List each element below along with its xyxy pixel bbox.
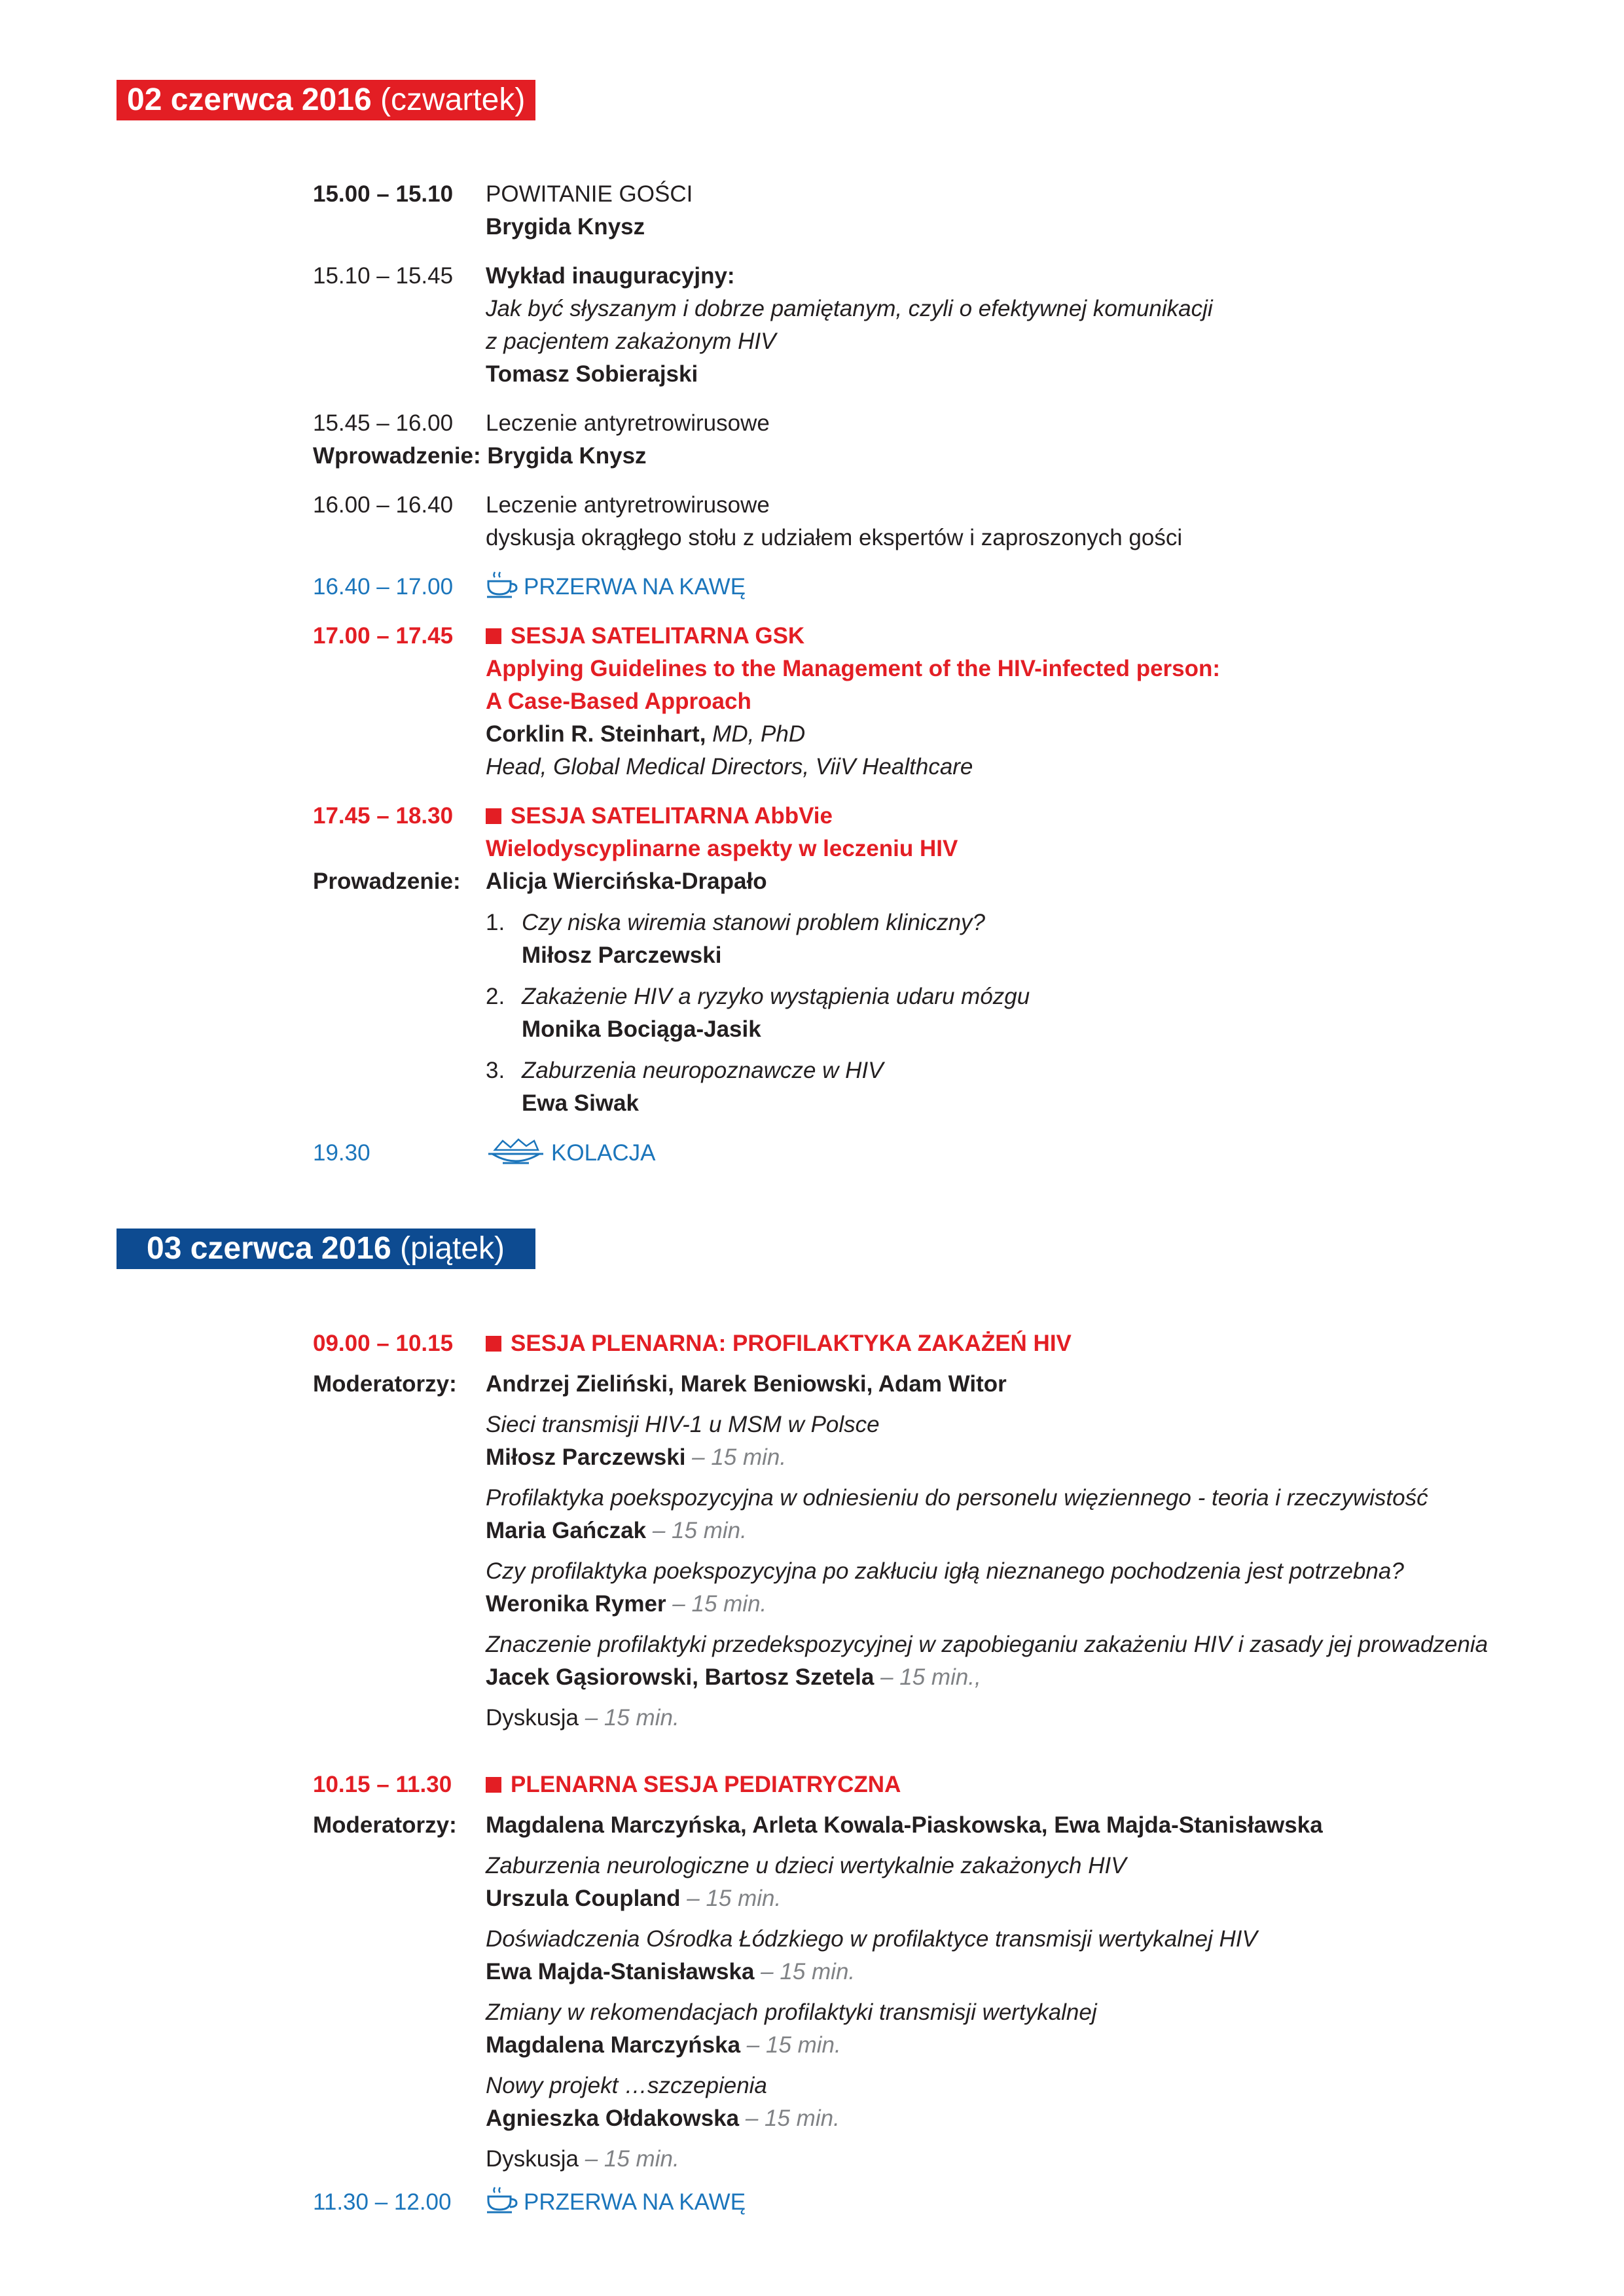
duration: – 15 min. [680,1886,782,1911]
session-title [486,620,804,653]
dinner [486,1137,656,1175]
speaker: Ewa Majda-Stanisławska [486,1959,755,1984]
moderators-label: Moderatorzy: [313,1371,457,1397]
speaker: Corklin R. Steinhart, [486,721,706,747]
list-number: 2. [486,984,505,1009]
intro-name: Brygida Knysz [487,443,647,469]
day2-date: 03 czerwca 2016 [147,1231,391,1266]
list-number: 1. [486,910,505,935]
duration: – 15 min. [739,2106,840,2131]
speaker-line [486,718,805,751]
talk-title: Profilaktyka poekspozycyjna w odniesieniu do personelu więziennego - teoria i rzeczywistość [486,1485,1428,1511]
session-time: 17.00 – 17.45 [313,623,454,649]
moderators-names: Andrzej Zieliński, Marek Beniowski, Adam Witor [486,1371,1007,1397]
square-bullet-icon [486,1777,501,1793]
discussion: Dyskusja [486,2146,579,2172]
moderators-names: Magdalena Marczyńska, Arleta Kowala-Piaskowska, Ewa Majda-Stanisławska [486,1812,1323,1838]
discussion-line [486,1702,679,1734]
speaker-line [486,1588,767,1621]
duration: – 15 min. [578,2146,679,2172]
square-bullet-icon [486,808,501,824]
day2-weekday: (piątek) [399,1231,505,1266]
square-bullet-icon [486,628,501,644]
coffee-break [486,571,746,609]
chair-name: Alicja Wiercińska-Drapało [486,869,767,894]
duration: – 15 min. [578,1705,679,1731]
talk-title: Znaczenie profilaktyki przedekspozycyjnej w zapobieganiu zakażeniu HIV i zasady jej prowadzenia [486,1632,1489,1657]
talk-title: Wielodyscyplinarne aspekty w leczeniu HIV [486,836,958,861]
dinner-label: KOLACJA [551,1140,656,1166]
day2-header [117,1229,535,1269]
discussion: Dyskusja [486,1705,579,1731]
session-title-text: SESJA SATELITARNA GSK [511,623,805,649]
speaker: Tomasz Sobierajski [486,361,698,387]
duration: – 15 min., [874,1664,981,1690]
talk-title: Czy profilaktyka poekspozycyjna po zakłuciu igłą nieznanego pochodzenia jest potrzebna? [486,1558,1404,1584]
talk-title: Zmiany w rekomendacjach profilaktyki transmisji wertykalnej [486,2000,1097,2025]
talk-title: Zaburzenia neurologiczne u dzieci wertykalnie zakażonych HIV [486,1853,1127,1878]
speaker: Monika Bociąga-Jasik [522,1016,761,1042]
talk-title: Nowy projekt …szczepienia [486,2073,767,2098]
speaker: Agnieszka Ołdakowska [486,2106,740,2131]
speaker-line [486,1661,981,1694]
speaker-line [486,1441,786,1474]
speaker: Weronika Rymer [486,1591,666,1617]
affiliation: Head, Global Medical Directors, ViiV Healthcare [486,754,973,780]
session-title [486,800,833,833]
duration: – 15 min. [740,2032,841,2058]
speaker: Maria Gańczak [486,1518,647,1543]
session-title-text: SESJA SATELITARNA AbbVie [511,803,833,829]
speaker: Ewa Siwak [522,1090,639,1116]
coffee-cup-icon [486,2186,518,2224]
talk-title: Zaburzenia neuropoznawcze w HIV [522,1058,884,1083]
coffee-cup-icon [486,571,518,609]
intro-label: Wprowadzenie: [313,443,481,469]
break-label: PRZERWA NA KAWĘ [524,574,746,600]
session-title: POWITANIE GOŚCI [486,181,693,207]
break-time: 16.40 – 17.00 [313,574,454,600]
break-time: 11.30 – 12.00 [313,2189,452,2215]
intro-line [313,440,647,473]
duration: – 15 min. [685,1444,787,1470]
session-title-text: PLENARNA SESJA PEDIATRYCZNA [511,1772,901,1797]
moderators-label: Moderatorzy: [313,1812,457,1838]
session-time: 16.00 – 16.40 [313,492,454,518]
session-title [486,1768,901,1801]
speaker: Magdalena Marczyńska [486,2032,741,2058]
break-label: PRZERWA NA KAWĘ [524,2189,746,2215]
talk-title: Czy niska wiremia stanowi problem kliniczny? [522,910,986,935]
chair-label: Prowadzenie: [313,869,461,894]
talk-title: Applying Guidelines to the Management of the HIV-infected person: [486,656,1221,681]
speaker-degree: MD, PhD [706,721,806,747]
talk-title: Doświadczenia Ośrodka Łódzkiego w profilaktyce transmisji wertykalnej HIV [486,1926,1257,1952]
day1-header [117,80,535,120]
coffee-break [486,2186,746,2224]
session-time: 15.45 – 16.00 [313,410,454,436]
talk-title: Zakażenie HIV a ryzyko wystąpienia udaru mózgu [522,984,1030,1009]
speaker: Urszula Coupland [486,1886,681,1911]
speaker-line [486,1956,855,1988]
session-title: Leczenie antyretrowirusowe [486,492,770,518]
discussion-line [486,2143,679,2176]
session-title: Wykład inauguracyjny: [486,263,735,289]
speaker: Miłosz Parczewski [522,942,722,968]
session-description: dyskusja okrągłego stołu z udziałem ekspertów i zaproszonych gości [486,525,1183,550]
duration: – 15 min. [666,1591,767,1617]
duration: – 15 min. [646,1518,747,1543]
duration: – 15 min. [754,1959,856,1984]
speaker: Jacek Gąsiorowski, Bartosz Szetela [486,1664,875,1690]
talk-title: Jak być słyszanym i dobrze pamiętanym, czyli o efektywnej komunikacji [486,296,1213,321]
speaker-line [486,1882,781,1915]
session-time: 10.15 – 11.30 [313,1772,452,1797]
session-time: 17.45 – 18.30 [313,803,454,829]
session-title [486,1327,1072,1360]
speaker: Miłosz Parczewski [486,1444,686,1470]
talk-title: Sieci transmisji HIV-1 u MSM w Polsce [486,1412,880,1437]
day1-date: 02 czerwca 2016 [127,82,372,117]
talk-title: A Case-Based Approach [486,689,751,714]
speaker-line [486,2102,840,2135]
list-number: 3. [486,1058,505,1083]
session-time: 15.10 – 15.45 [313,263,454,289]
speaker: Brygida Knysz [486,214,645,240]
speaker-line [486,1515,747,1547]
dinner-plate-icon [486,1137,546,1175]
session-time: 15.00 – 15.10 [313,181,454,207]
day1-weekday: (czwartek) [380,82,526,117]
session-title-text: SESJA PLENARNA: PROFILAKTYKA ZAKAŻEŃ HIV [511,1331,1072,1356]
talk-title: z pacjentem zakażonym HIV [486,329,776,354]
dinner-time: 19.30 [313,1140,370,1166]
speaker-line [486,2029,841,2062]
square-bullet-icon [486,1336,501,1352]
session-title: Leczenie antyretrowirusowe [486,410,770,436]
session-time: 09.00 – 10.15 [313,1331,454,1356]
